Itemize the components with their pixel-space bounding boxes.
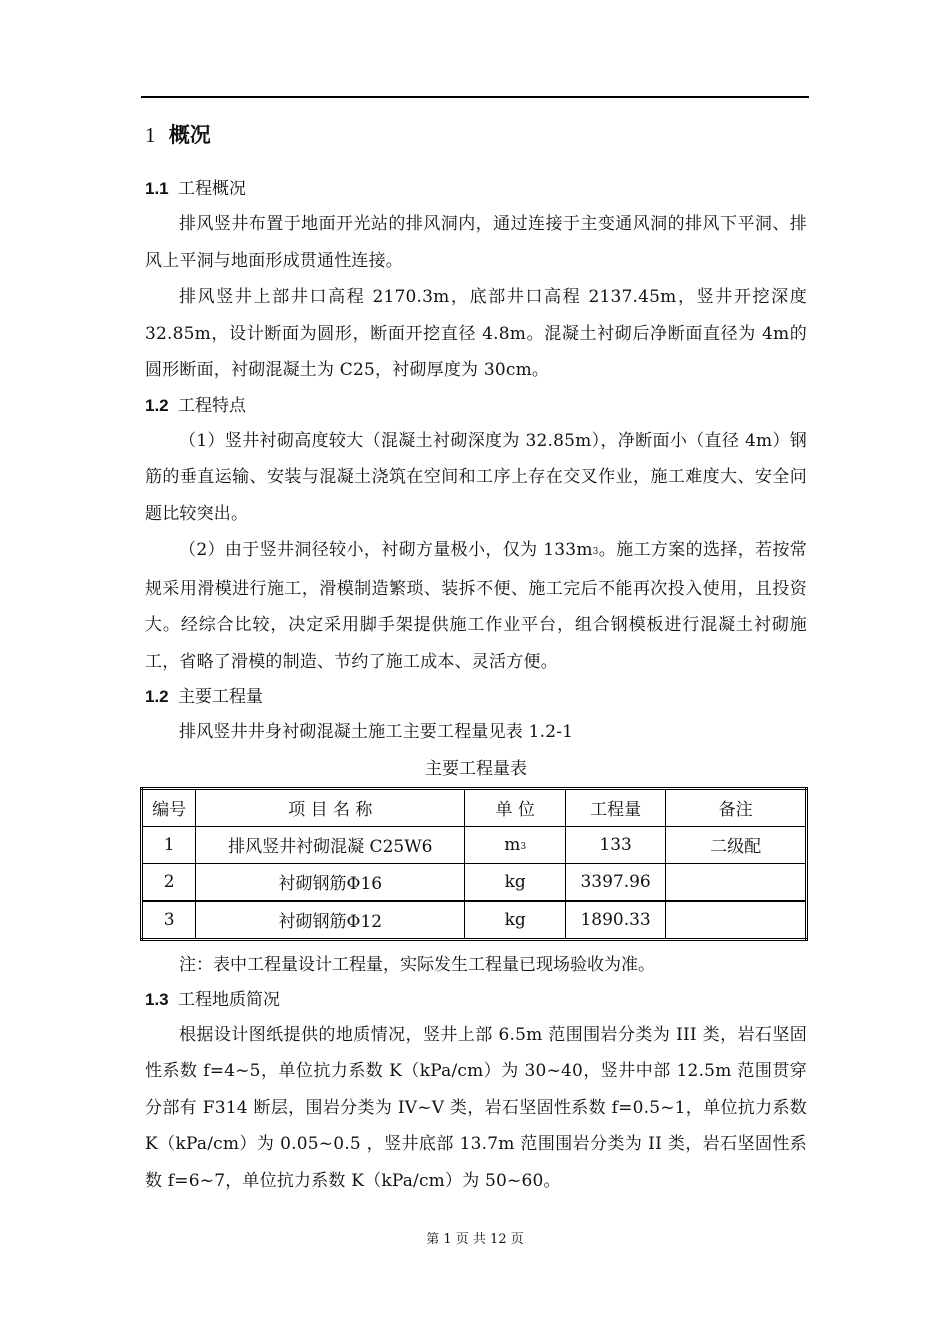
section-number: 1 xyxy=(145,123,156,147)
paragraph-text: （2）由于竖井洞径较小，衬砌方量极小，仅为 133m xyxy=(179,540,593,560)
table-cell xyxy=(666,863,807,901)
quantities-table xyxy=(140,787,808,941)
subsection-heading-1-3 xyxy=(145,983,807,1017)
subsection-title: 工程地质简况 xyxy=(178,989,281,1010)
table-cell xyxy=(666,901,807,940)
unit-text: m xyxy=(504,834,521,855)
table-header-cell: 编号 xyxy=(142,788,196,826)
table-cell: kg xyxy=(465,901,565,940)
subsection-heading-quantities xyxy=(145,680,807,714)
table-header-cell: 工程量 xyxy=(565,788,665,826)
table-cell: 衬砌钢筋Φ16 xyxy=(196,863,465,901)
subsection-number: 1.3 xyxy=(145,989,169,1009)
subsection-number: 1.2 xyxy=(145,395,169,415)
table-cell: 3 xyxy=(142,901,196,940)
paragraph: （1）竖井衬砌高度较大（混凝土衬砌深度为 32.85m），净断面小（直径 4m）钢筋的垂直运输、安装与混凝土浇筑在空间和工序上存在交叉作业，施工难度大、安全问题比较突出。 xyxy=(145,430,807,524)
table-header-cell: 项 目 名 称 xyxy=(196,788,465,826)
table-cell: 1 xyxy=(142,826,196,863)
section-heading-1 xyxy=(145,118,807,152)
section-title: 概况 xyxy=(168,122,211,147)
table-caption: 主要工程量表 xyxy=(425,758,527,779)
paragraph: 排风竖井布置于地面开光站的排风洞内，通过连接于主变通风洞的排风下平洞、排风上平洞与地面形成贯通性连接。 xyxy=(145,214,807,271)
table-row xyxy=(142,863,807,901)
subsection-number: 1.1 xyxy=(145,179,169,198)
table-header-row xyxy=(142,788,807,826)
table-cell: 2 xyxy=(142,863,196,901)
header-rule xyxy=(141,96,809,98)
subsection-title: 工程特点 xyxy=(178,395,247,416)
subsection-number: 1.2 xyxy=(145,687,169,706)
paragraph-text: 。施工方案的选择，若按常规采用滑模进行施工，滑模制造繁琐、装拆不便、施工完后不能再次投入使用，且投资大。经综合比较，决定采用脚手架提供施工作业平台，组合钢模板进行混凝土衬砌施工，省略了滑模的制造、节约了施工成本、灵活方便。 xyxy=(145,540,807,672)
table-cell: kg xyxy=(465,863,565,901)
table-note: 注：表中工程量设计工程量，实际发生工程量已现场验收为准。 xyxy=(179,954,655,975)
paragraph: 排风竖井上部井口高程 2170.3m，底部井口高程 2137.45m，竖井开挖深度32.85m，设计断面为圆形，断面开挖直径 4.8m。混凝土衬砌后净断面直径为 4m的圆形断面，衬砌混凝土为 C25，衬砌厚度为 30cm。 xyxy=(145,287,807,380)
subsection-heading-1-2 xyxy=(145,389,807,423)
subsection-heading-1-1 xyxy=(145,172,807,206)
table-cell: 衬砌钢筋Φ12 xyxy=(196,901,465,940)
table-header-cell: 备注 xyxy=(666,788,807,826)
table-cell: 1890.33 xyxy=(565,901,665,940)
table-cell: 3397.96 xyxy=(565,863,665,901)
paragraph: 根据设计图纸提供的地质情况，竖井上部 6.5m 范围围岩分类为 III 类，岩石坚固性系数 f=4~5，单位抗力系数 K（kPa/cm）为 30~40，竖井中部 12.5m 范围贯穿分部有 F314 断层，围岩分类为 IV~V 类，岩石坚固性系数 f=0.5~1，单位抗力系数 K（kPa/cm）为 0.05~0.5 ，竖井底部 13.7m 范围围岩分类为 II 类，岩石坚固性系数 f=6~7，单位抗力系数 K（kPa/cm）为 50~60。 xyxy=(145,1024,807,1191)
document-body xyxy=(145,118,807,1199)
table-cell xyxy=(465,826,565,863)
table-cell: 排风竖井衬砌混凝 C25W6 xyxy=(196,826,465,863)
table-row xyxy=(142,901,807,940)
paragraph: 排风竖井井身衬砌混凝土施工主要工程量见表 1.2-1 xyxy=(179,722,574,742)
subsection-title: 工程概况 xyxy=(178,179,247,199)
table-cell: 133 xyxy=(565,826,665,863)
paragraph xyxy=(145,532,807,680)
page-footer: 第 1 页 共 12 页 xyxy=(426,1232,524,1247)
table-header-cell: 单 位 xyxy=(465,788,565,826)
table-row xyxy=(142,826,807,863)
superscript: 3 xyxy=(592,547,599,557)
table-cell: 二级配 xyxy=(666,826,807,863)
superscript: 3 xyxy=(520,841,527,852)
subsection-title: 主要工程量 xyxy=(178,687,264,707)
